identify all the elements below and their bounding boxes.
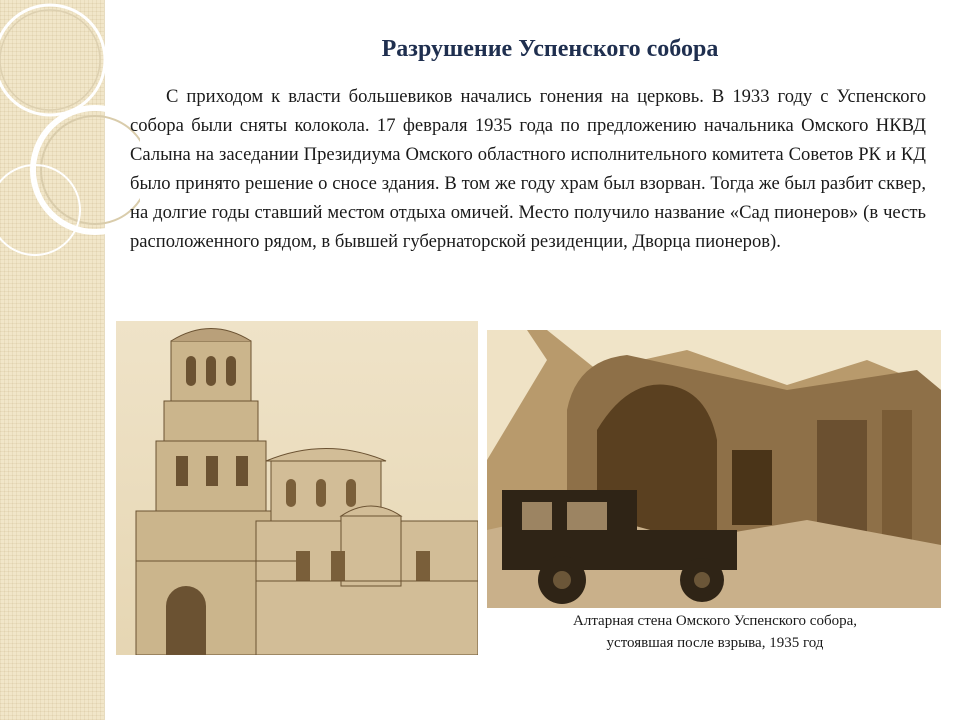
body-paragraph: С приходом к власти большевиков начались гонения на церковь. В 1933 году с Успенского собора были сняты колокола. 17 февраля 1935 года по предложению начальника Омского НКВД Салына на заседании Президиума Омского областного исполнительного комитета Советов РК и КД было принято решение о сносе здания. В том же году храм был взорван. Тогда же был разбит сквер, на долгие годы ставший местом отдыха омичей. Место получило название «Сад пионеров» (в честь расположенного рядом, в бывшей губернаторской резиденции, Дворца пионеров).	[130, 86, 926, 252]
caption-line-1: Алтарная стена Омского Успенского собора,	[573, 613, 857, 629]
cathedral-photo	[116, 321, 478, 655]
decorative-circles	[0, 0, 140, 300]
ruins-photo	[487, 330, 941, 608]
caption-line-2: устоявшая после взрыва, 1935 год	[606, 635, 824, 651]
photo-caption	[500, 610, 930, 654]
slide-title: Разрушение Успенского собора	[381, 36, 719, 62]
